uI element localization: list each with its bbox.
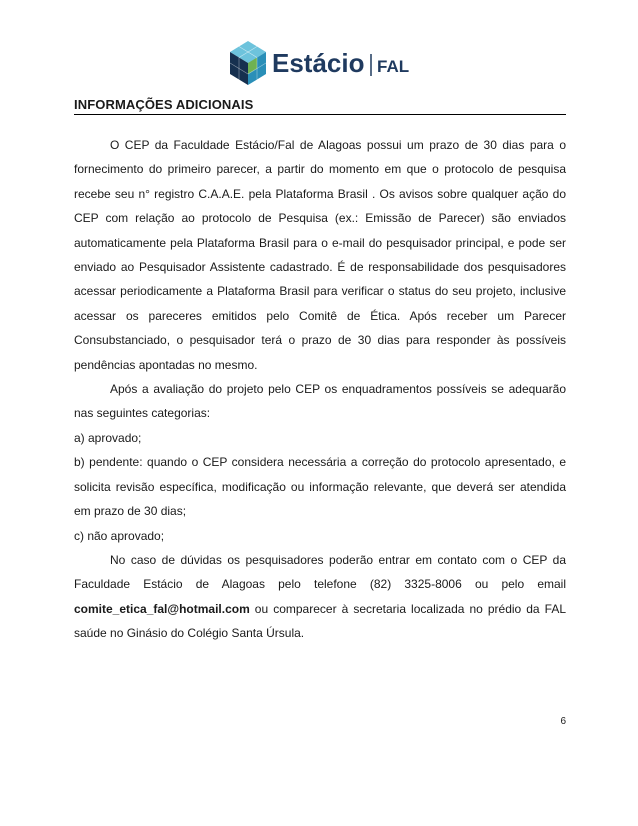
list-item-aprovado: a) aprovado; <box>74 430 142 445</box>
paragraph-avaliacao: Após a avaliação do projeto pelo CEP os enquadramentos possíveis se adequarão nas seguintes categorias: <box>74 382 566 421</box>
logo-graphic <box>229 40 419 86</box>
contact-text-end: ou comparecer à secretaria localizada no prédio da FAL saúde no Ginásio do Colégio Santa Úrsula. <box>74 601 566 641</box>
page-number: 6 <box>560 716 566 727</box>
cube-icon <box>230 41 266 85</box>
paragraph-cep-prazo: O CEP da Faculdade Estácio/Fal de Alagoas possui um prazo de 30 dias para o fornecimento do primeiro parecer, a partir do momento em que o protocolo de pesquisa recebe seu n° registro C.A.A.E. pela Plataforma Brasil . Os avisos sobre qualquer ação do CEP com relação ao protocolo de Pesquisa (ex.: Emissão de Parecer) são enviados automaticamente pela Plataforma Brasil para o e-mail do pesquisador principal, e pode ser enviado ao Pesquisador Assistente cadastrado. É de responsabilidade dos pesquisadores acessar periodicamente a Plataforma Brasil para verificar o status do seu projeto, inclusive acessar os pareceres emitidos pelo Comitê de Ética. Após receber um Parecer Consubstanciado, o pesquisador terá o prazo de 30 dias para responder às possíveis pendências apontadas no mesmo. <box>74 138 566 372</box>
estacio-fal-logo <box>229 40 419 86</box>
logo-brand-text: Estácio <box>272 48 365 78</box>
paragraph-contato <box>74 548 566 646</box>
contact-text-start: No caso de dúvidas os pesquisadores poderão entrar em contato com o CEP da Faculdade Estácio de Alagoas pelo telefone (82) 3325-8006 ou pelo email <box>74 552 566 592</box>
list-item-nao-aprovado: c) não aprovado; <box>74 528 165 543</box>
document-body <box>74 133 566 646</box>
list-item-pendente: b) pendente: quando o CEP considera necessária a correção do protocolo apresentado, e solicita revisão específica, modificação ou informação relevante, que deverá ser atendida em prazo de 30 dias; <box>74 455 566 519</box>
section-heading: INFORMAÇÕES ADICIONAIS <box>74 97 566 115</box>
contact-email: comite_etica_fal@hotmail.com <box>74 601 250 616</box>
logo-unit-text: FAL <box>377 57 410 76</box>
